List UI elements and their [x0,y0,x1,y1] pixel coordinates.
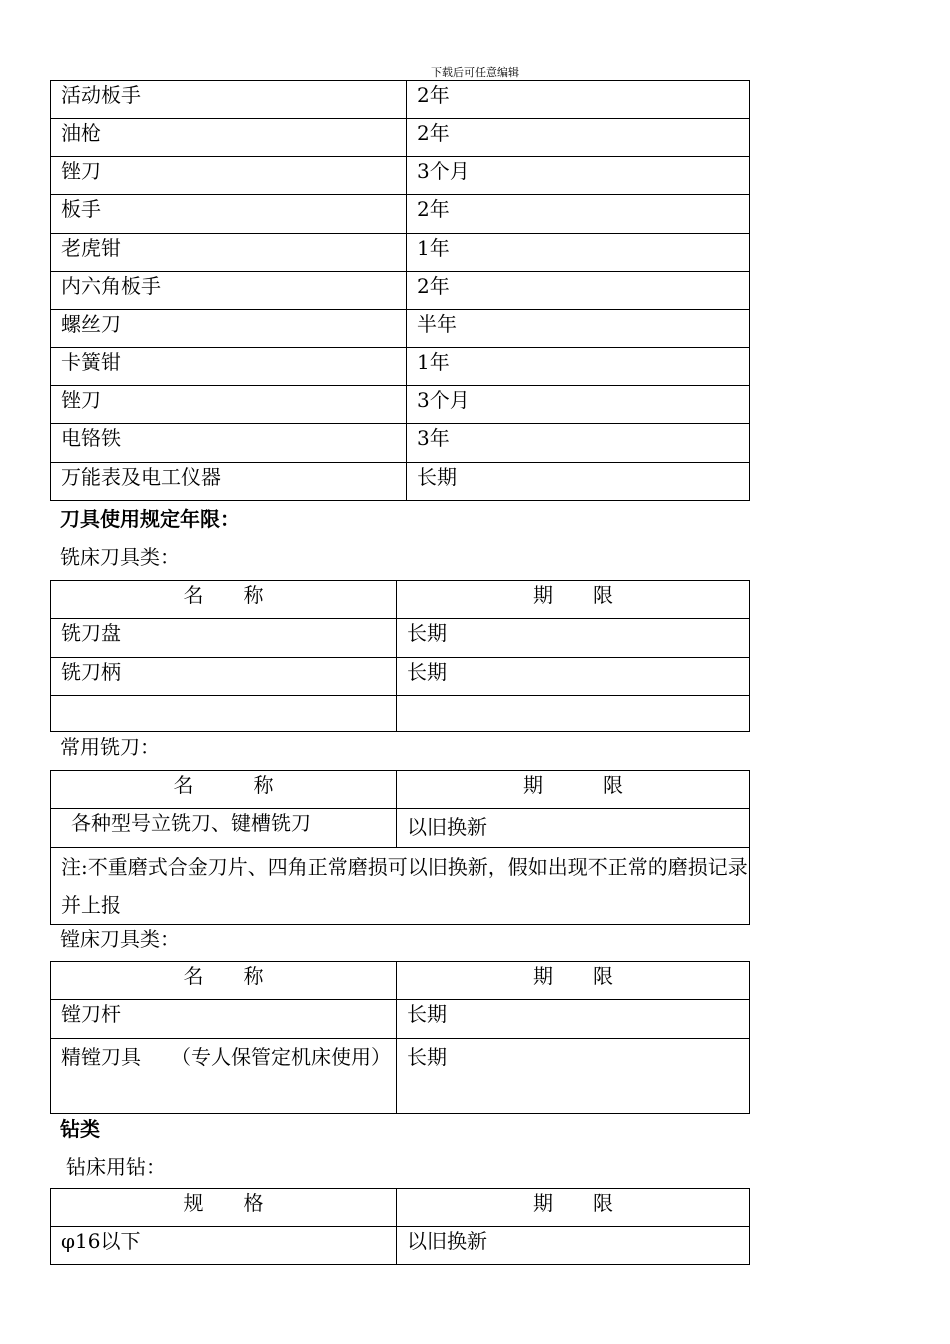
tool-name [51,696,397,732]
tool-name: 铣刀柄 [51,658,397,696]
tool-name: 板手 [51,195,407,234]
tool-name: 锉刀 [51,386,407,424]
drill-period: 以旧换新 [397,1227,750,1265]
table-header-row [51,581,750,619]
note-text: 注:不重磨式合金刀片、四角正常磨损可以旧换新，假如出现不正常的磨损记录并上报 [51,848,750,925]
table-row [51,463,750,501]
table-row [51,195,750,234]
tool-period: 1年 [407,234,750,272]
tool-period: 以旧换新 [397,809,750,848]
drill-spec: φ16以下 [51,1227,397,1265]
table-row [51,658,750,696]
tool-name: 镗刀杆 [51,1000,397,1039]
name-header: 名 称 [51,771,397,809]
tool-period: 2年 [407,81,750,119]
table-row [51,348,750,386]
tool-period: 长期 [407,463,750,501]
tool-name: 内六角板手 [51,272,407,310]
period-header: 期 限 [397,771,750,809]
boring-tools-table [50,961,750,1114]
tool-period: 长期 [397,1039,750,1114]
tool-name: 各种型号立铣刀、键槽铣刀 [51,809,397,848]
drill-tools-table [50,1188,750,1265]
tool-name: 铣刀盘 [51,619,397,658]
table-row [51,119,750,157]
boring-tools-title: 镗床刀具类： [60,927,180,951]
table-header-row [51,1189,750,1227]
tool-name: 油枪 [51,119,407,157]
watermark-text: 下载后可任意编辑 [431,66,519,79]
tool-period: 3个月 [407,386,750,424]
table-row [51,386,750,424]
tool-name: 精镗刀具 （专人保管定机床使用） [51,1039,397,1114]
milling-tools-title: 铣床刀具类： [60,545,180,569]
table-row [51,234,750,272]
tool-period: 3年 [407,424,750,463]
note-row [51,848,750,925]
name-header: 名 称 [51,962,397,1000]
tool-period: 2年 [407,195,750,234]
tool-period: 3个月 [407,157,750,195]
table-row [51,310,750,348]
period-header: 期 限 [397,1189,750,1227]
tool-period: 长期 [397,619,750,658]
table-header-row [51,771,750,809]
tool-period: 长期 [397,1000,750,1039]
table-row [51,1227,750,1265]
common-mills-table [50,770,750,925]
table-row [51,619,750,658]
table-row [51,272,750,310]
table-row [51,424,750,463]
tool-name: 万能表及电工仪器 [51,463,407,501]
tool-period: 半年 [407,310,750,348]
spec-header: 规 格 [51,1189,397,1227]
milling-tools-table [50,580,750,732]
tool-name: 锉刀 [51,157,407,195]
table-row [51,809,750,848]
common-mills-title: 常用铣刀： [60,735,160,759]
drill-tools-title: 钻床用钻： [66,1155,166,1179]
table-row [51,157,750,195]
drill-heading: 钻类 [60,1117,100,1141]
tool-name: 电铬铁 [51,424,407,463]
tools-table [50,80,750,501]
tool-name: 螺丝刀 [51,310,407,348]
tool-name: 活动板手 [51,81,407,119]
table-row [51,1000,750,1039]
tool-name: 卡簧钳 [51,348,407,386]
tool-period: 长期 [397,658,750,696]
period-header: 期 限 [397,581,750,619]
table-header-row [51,962,750,1000]
tool-period: 2年 [407,272,750,310]
tool-period: 2年 [407,119,750,157]
name-header: 名 称 [51,581,397,619]
tool-period: 1年 [407,348,750,386]
tool-period [397,696,750,732]
tool-name: 老虎钳 [51,234,407,272]
cutting-tools-heading: 刀具使用规定年限： [60,507,240,531]
table-row [51,1039,750,1114]
table-row-empty [51,696,750,732]
table-row [51,81,750,119]
period-header: 期 限 [397,962,750,1000]
